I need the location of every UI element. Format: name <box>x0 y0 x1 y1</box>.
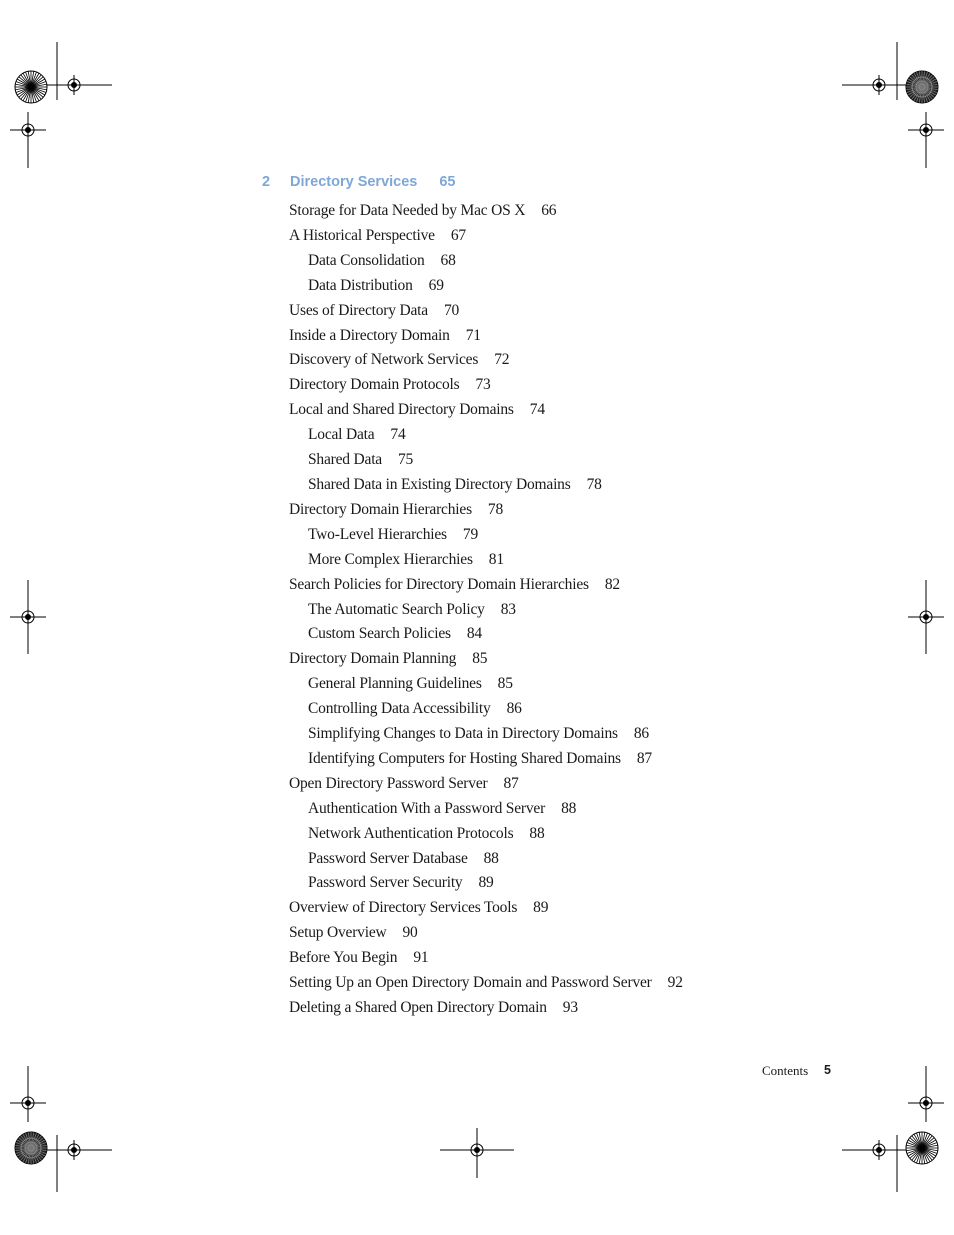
toc-entry-title: Simplifying Changes to Data in Directory Domains <box>308 725 618 743</box>
toc-entry-page: 75 <box>397 451 414 469</box>
toc-entry-title: Data Consolidation <box>308 251 425 269</box>
toc-entry-title: Before You Begin <box>289 949 398 967</box>
toc-entry-title: Uses of Directory Data <box>289 301 428 319</box>
toc-entry-page: 87 <box>636 749 652 767</box>
toc-entry-title: Identifying Computers for Hosting Shared Domains <box>308 749 621 767</box>
toc-entry-title: Network Authentication Protocols <box>308 824 514 842</box>
toc-entry-page: 79 <box>462 525 478 543</box>
toc-entry-title: Password Server Security <box>308 874 463 892</box>
toc-entry-page: 85 <box>472 650 488 668</box>
toc-entry-title: Search Policies for Directory Domain Hierarchies <box>289 575 589 593</box>
chapter-title: Directory Services <box>290 174 418 190</box>
toc-entry-page: 78 <box>586 475 602 493</box>
registration-dot <box>72 1148 77 1153</box>
toc-entry-page: 83 <box>500 600 516 618</box>
toc-entry-title: Local Data <box>308 426 375 444</box>
toc-entry-title: The Automatic Search Policy <box>308 600 485 618</box>
toc-entry-title: Directory Domain Hierarchies <box>289 500 472 518</box>
registration-dot <box>877 83 882 88</box>
toc-entry-page: 82 <box>604 575 620 593</box>
chapter-page: 65 <box>439 174 456 190</box>
toc-entry-title: Overview of Directory Services Tools <box>289 899 518 917</box>
registration-dot <box>877 1148 882 1153</box>
registration-dot <box>924 128 929 133</box>
toc-entry-page: 67 <box>450 226 466 244</box>
toc-entry-title: Shared Data in Existing Directory Domains <box>308 475 571 493</box>
toc-entry-page: 69 <box>428 276 444 294</box>
starburst-mark <box>15 1132 47 1164</box>
toc-entry-page: 86 <box>506 700 522 718</box>
toc-entry-page: 88 <box>483 849 499 867</box>
toc-entry-title: Setting Up an Open Directory Domain and Password Server <box>289 974 652 992</box>
registration-dot <box>26 1101 31 1106</box>
toc-entry-title: Directory Domain Protocols <box>289 376 460 394</box>
starburst-mark <box>906 71 938 103</box>
toc-entry-page: 92 <box>667 974 683 992</box>
toc-entry-title: Custom Search Policies <box>308 625 451 643</box>
footer-page-number: 5 <box>824 1063 831 1077</box>
toc-entry-title: Authentication With a Password Server <box>308 799 546 817</box>
toc-entry-title: A Historical Perspective <box>289 226 435 244</box>
toc-entry-page: 72 <box>494 351 510 369</box>
toc-entry-title: Deleting a Shared Open Directory Domain <box>289 999 547 1016</box>
toc-entry-title: Password Server Database <box>308 849 468 867</box>
registration-dot <box>924 615 929 620</box>
registration-dot <box>26 615 31 620</box>
registration-dot <box>26 128 31 133</box>
toc-entry-title: Discovery of Network Services <box>289 351 479 369</box>
starburst-mark <box>906 1132 938 1164</box>
toc-entry-title: General Planning Guidelines <box>308 675 482 693</box>
toc-entry-title: Data Distribution <box>308 276 413 294</box>
toc-entry-page: 93 <box>562 999 578 1016</box>
toc-entry-page: 89 <box>478 874 494 892</box>
toc-entry-page: 74 <box>390 426 406 444</box>
toc-entry-title: Local and Shared Directory Domains <box>289 401 514 419</box>
chapter-number: 2 <box>262 174 271 190</box>
starburst-mark <box>15 71 47 103</box>
toc-entry-page: 70 <box>443 301 460 319</box>
toc-entry-page: 88 <box>561 799 577 817</box>
toc-entry-page: 91 <box>413 949 429 967</box>
toc-entry-page: 66 <box>541 202 557 219</box>
toc-entry-title: Open Directory Password Server <box>289 774 488 792</box>
toc-entry-page: 85 <box>497 675 513 693</box>
toc-entry-page: 74 <box>529 401 545 419</box>
registration-dot <box>924 1101 929 1106</box>
toc-entry-page: 73 <box>475 376 491 394</box>
registration-dot <box>475 1148 480 1153</box>
toc-entry-page: 71 <box>465 326 481 344</box>
toc-entry-title: Storage for Data Needed by Mac OS X <box>289 202 526 219</box>
toc-entry-page: 68 <box>440 251 456 269</box>
toc-entry-page: 89 <box>533 899 549 917</box>
toc-entry-page: 81 <box>488 550 504 568</box>
registration-dot <box>72 83 77 88</box>
toc-entry-title: Shared Data <box>308 451 382 469</box>
toc-entry-page: 90 <box>402 924 418 942</box>
toc-entry-title: Two-Level Hierarchies <box>308 525 447 543</box>
toc-entry-page: 84 <box>466 625 482 643</box>
toc-entry-title: Inside a Directory Domain <box>289 326 450 344</box>
toc-entry-page: 78 <box>487 500 504 518</box>
toc-entry-page: 87 <box>503 774 519 792</box>
toc-entry-title: Controlling Data Accessibility <box>308 700 491 718</box>
toc-entry-page: 88 <box>529 824 545 842</box>
footer-label: Contents <box>762 1063 809 1078</box>
toc-entry-title: Setup Overview <box>289 924 387 942</box>
toc-entry-title: Directory Domain Planning <box>289 650 457 668</box>
toc-entry-page: 86 <box>633 725 649 743</box>
toc-entry-title: More Complex Hierarchies <box>308 550 473 568</box>
